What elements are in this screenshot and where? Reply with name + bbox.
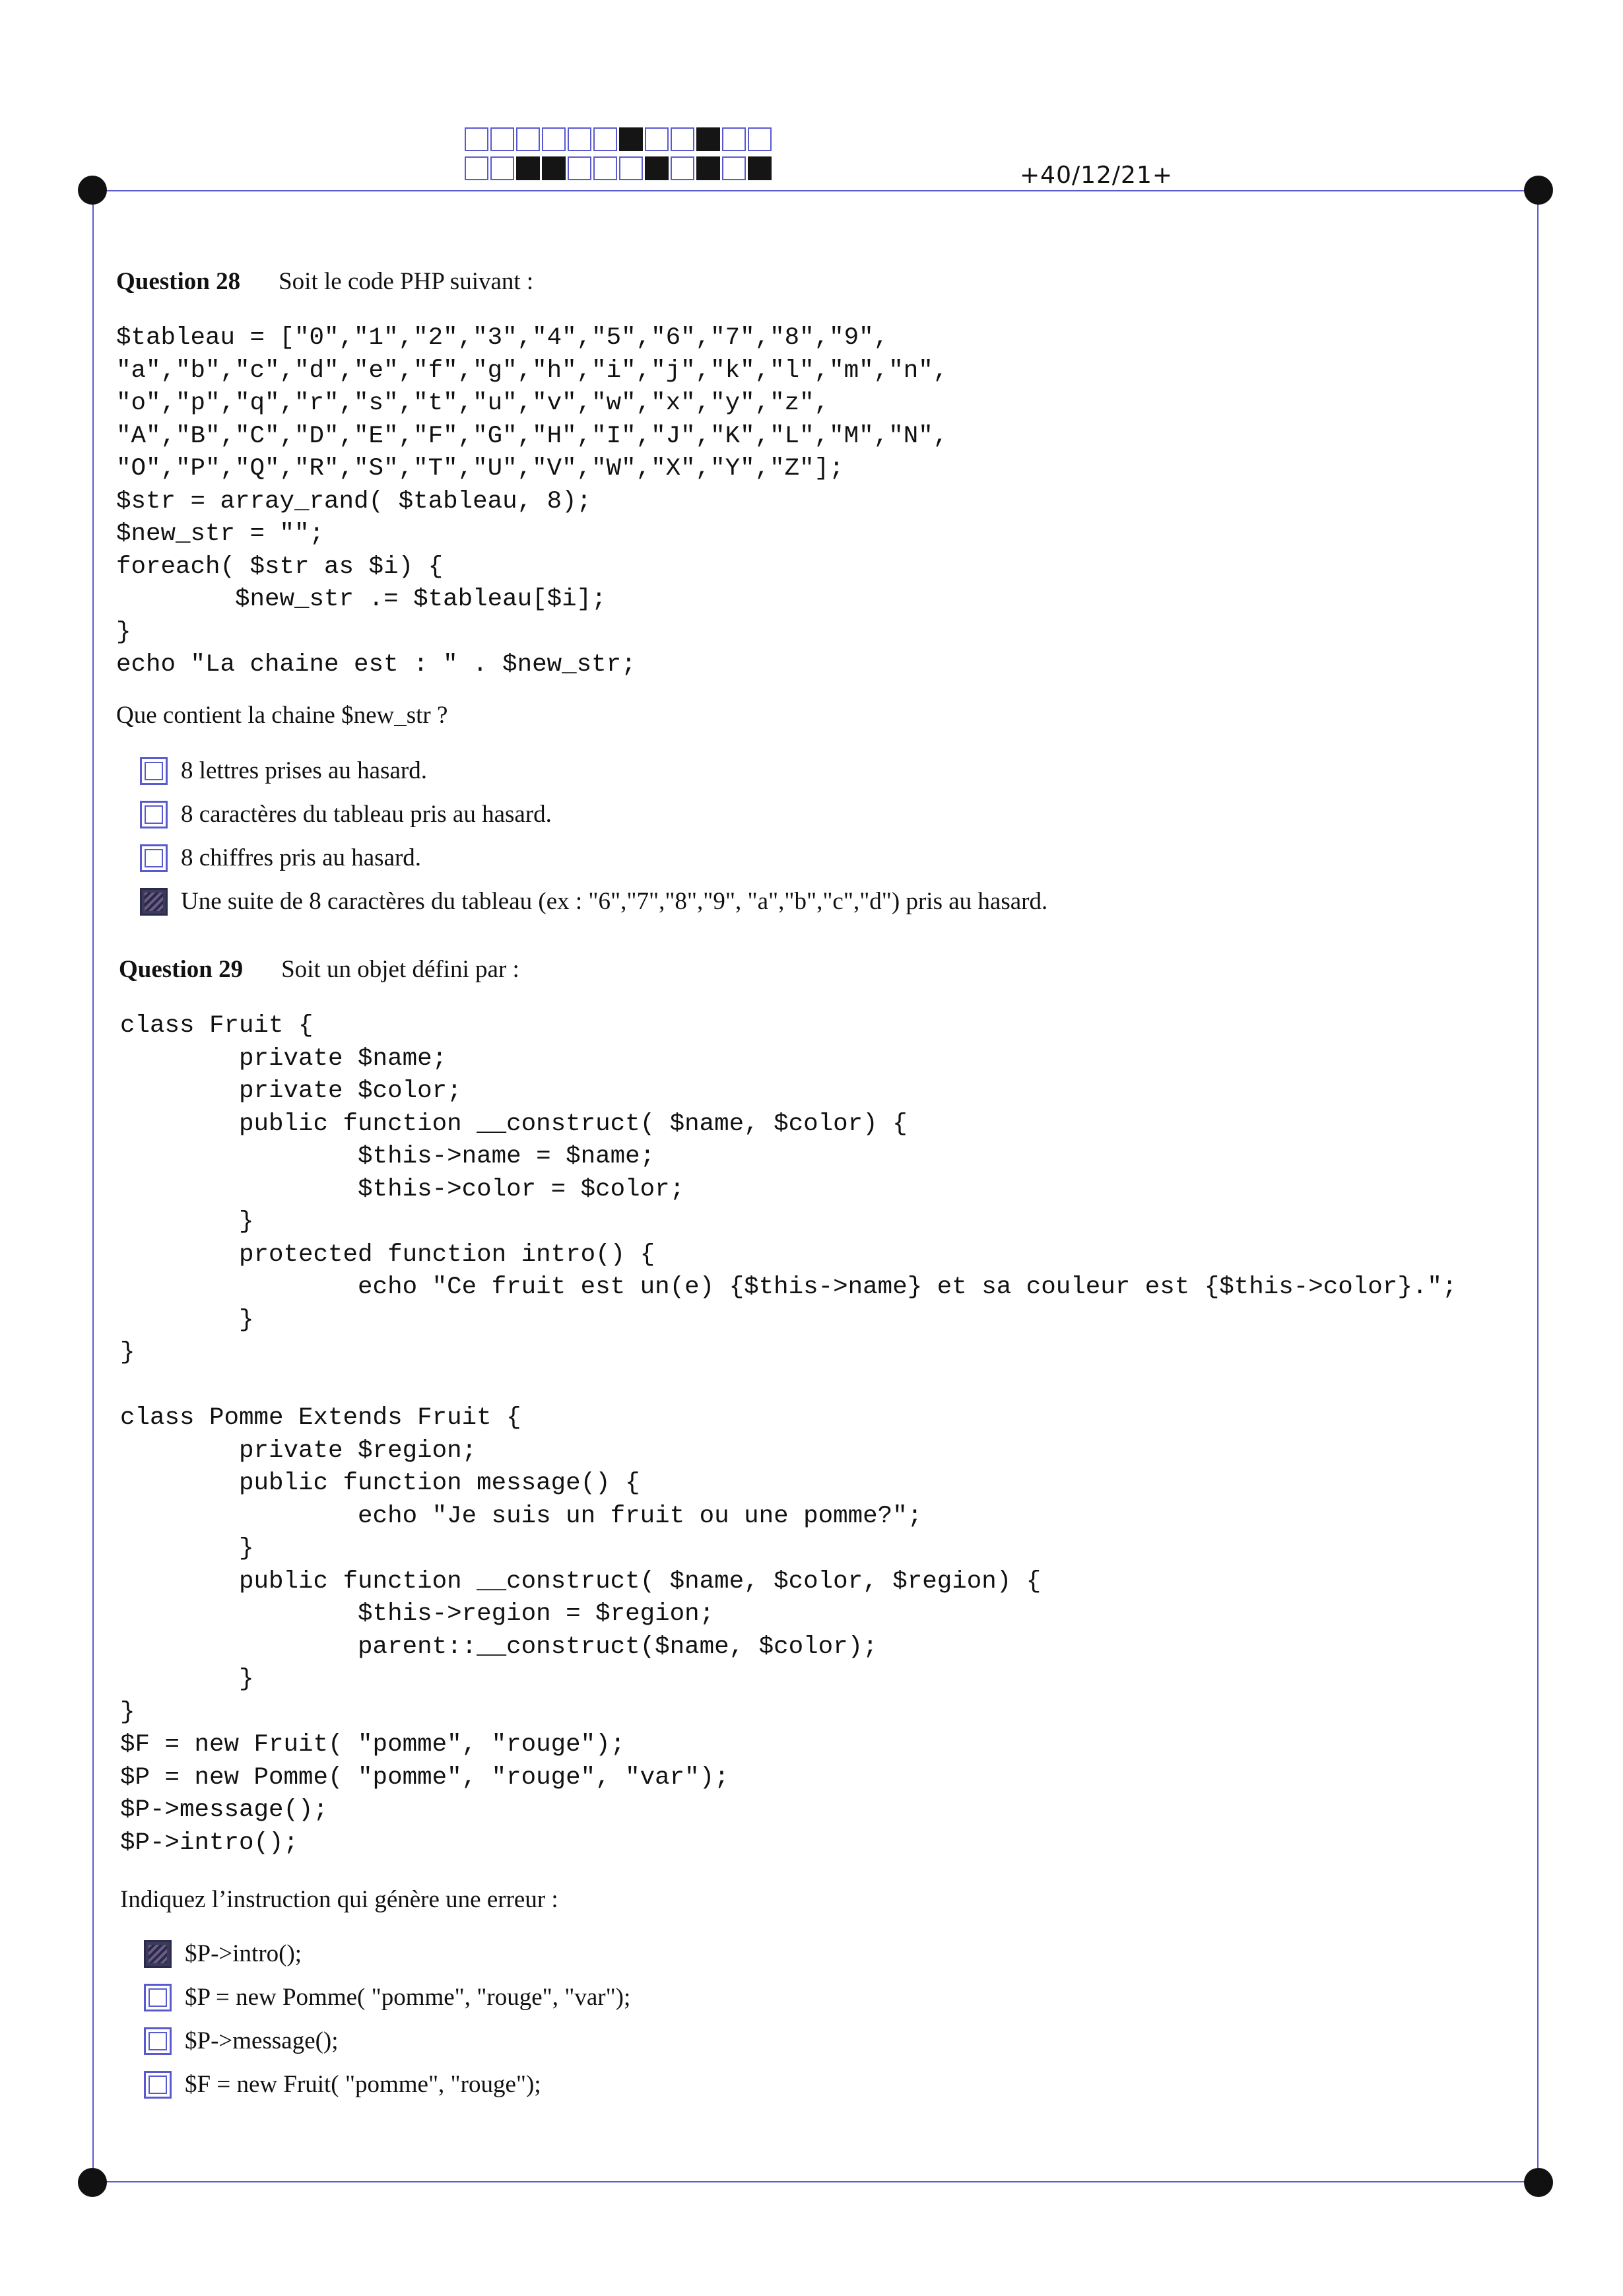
question-29-code: class Fruit { private $name; private $color; public function __construct( $name, $color) { $this->name = $name; $this->color = $color; } protected function intro() { echo "Ce fruit est un(e) {$this->name} et sa couleur est {$this->color}."; } } class Pomme Extends Fruit { private $region; public function message() { echo "Je suis un fruit ou une pomme?"; } public function __construct( $name, $color, $region) { $this->region = $region; parent::__construct($name, $color); } } $F = new Fruit( "pomme", "rouge"); $P = new Pomme( "pomme", "rouge", "var"); $P->message(); $P->intro(); [120, 1012, 1457, 1857]
question-29-heading [119, 955, 519, 984]
code-grid-cell [542, 127, 566, 151]
code-grid-cell [696, 156, 720, 180]
code-grid-cell [490, 156, 514, 180]
q28-answer-2-label: 8 caractères du tableau pris au hasard. [181, 801, 552, 828]
q28-answer-1-label: 8 lettres prises au hasard. [181, 757, 427, 784]
q29-answer-2-checkbox[interactable] [144, 1984, 172, 2011]
code-grid-cell [465, 156, 488, 180]
q28-answer-1-checkbox[interactable] [140, 757, 168, 785]
q28-answer-1[interactable] [140, 757, 427, 785]
code-grid-cell [748, 127, 772, 151]
q28-answer-3-checkbox[interactable] [140, 844, 168, 872]
question-28-intro: Soit le code PHP suivant : [279, 268, 534, 295]
q29-answer-3-checkbox[interactable] [144, 2027, 172, 2055]
code-grid-cell [645, 127, 669, 151]
code-grid-cell [619, 156, 643, 180]
code-grid-cell [490, 127, 514, 151]
code-grid-cell [619, 127, 643, 151]
q28-answer-3[interactable] [140, 844, 421, 872]
code-grid-cell [465, 127, 488, 151]
question-28-label: Question 28 [116, 268, 241, 295]
code-grid-cell [516, 127, 540, 151]
q28-answer-2[interactable] [140, 800, 552, 828]
q29-answer-3[interactable] [144, 2027, 339, 2055]
q28-answer-4[interactable] [140, 887, 1047, 916]
registration-mark-top-left [78, 176, 107, 205]
code-grid-cell [722, 127, 746, 151]
code-grid-row-1 [465, 127, 774, 152]
code-grid-cell [593, 156, 617, 180]
q29-answer-1-checkbox[interactable] [144, 1940, 172, 1968]
q28-answer-2-checkbox[interactable] [140, 801, 168, 828]
registration-mark-top-right [1524, 176, 1553, 205]
question-29-prompt: Indiquez l’instruction qui génère une erreur : [120, 1886, 558, 1913]
question-29-label: Question 29 [119, 956, 244, 983]
code-grid-cell [516, 156, 540, 180]
code-grid-cell [722, 156, 746, 180]
registration-mark-bottom-left [78, 2168, 107, 2197]
q29-answer-1[interactable] [144, 1940, 302, 1968]
code-grid-cell [568, 156, 591, 180]
code-grid-cell [645, 156, 669, 180]
registration-mark-bottom-right [1524, 2168, 1553, 2197]
q29-answer-4-checkbox[interactable] [144, 2071, 172, 2099]
code-grid-cell [748, 156, 772, 180]
q29-answer-1-label: $P->intro(); [185, 1940, 302, 1967]
q29-answer-2[interactable] [144, 1983, 630, 2011]
code-grid-row-2 [465, 156, 774, 182]
code-grid-cell [696, 127, 720, 151]
page-code: +40/12/21+ [1020, 162, 1174, 189]
q29-answer-2-label: $P = new Pomme( "pomme", "rouge", "var"); [185, 1984, 631, 2011]
q28-answer-4-label: Une suite de 8 caractères du tableau (ex : "6","7","8","9", "a","b","c","d") pris au hasard. [181, 888, 1048, 915]
code-grid-cell [568, 127, 591, 151]
q28-answer-3-label: 8 chiffres pris au hasard. [181, 844, 422, 871]
q28-answer-4-checkbox[interactable] [140, 888, 168, 916]
question-28-prompt: Que contient la chaine $new_str ? [116, 702, 448, 729]
q29-answer-3-label: $P->message(); [185, 2027, 339, 2054]
q29-answer-4[interactable] [144, 2070, 541, 2099]
question-28-code: $tableau = ["0","1","2","3","4","5","6","7","8","9", "a","b","c","d","e","f","g","h","i","j","k","l","m","n", "o","p","q","r","s","t","u","v","w","x","y","z", "A","B","C","D","E","F","G","H","I","J","K","L","M","N", "O","P","Q","R","S","T","U","V","W","X","Y","Z"]; $str = array_rand( $tableau, 8); $new_str = ""; foreach( $str as $i) { $new_str .= $tableau[$i]; } echo "La chaine est : " . $new_str; [116, 324, 948, 679]
q29-answer-4-label: $F = new Fruit( "pomme", "rouge"); [185, 2071, 541, 2098]
question-28-heading [116, 267, 533, 296]
sheet-id-code-grid [465, 127, 774, 186]
code-grid-cell [593, 127, 617, 151]
code-grid-cell [671, 156, 694, 180]
code-grid-cell [671, 127, 694, 151]
question-29-intro: Soit un objet défini par : [281, 956, 519, 983]
code-grid-cell [542, 156, 566, 180]
